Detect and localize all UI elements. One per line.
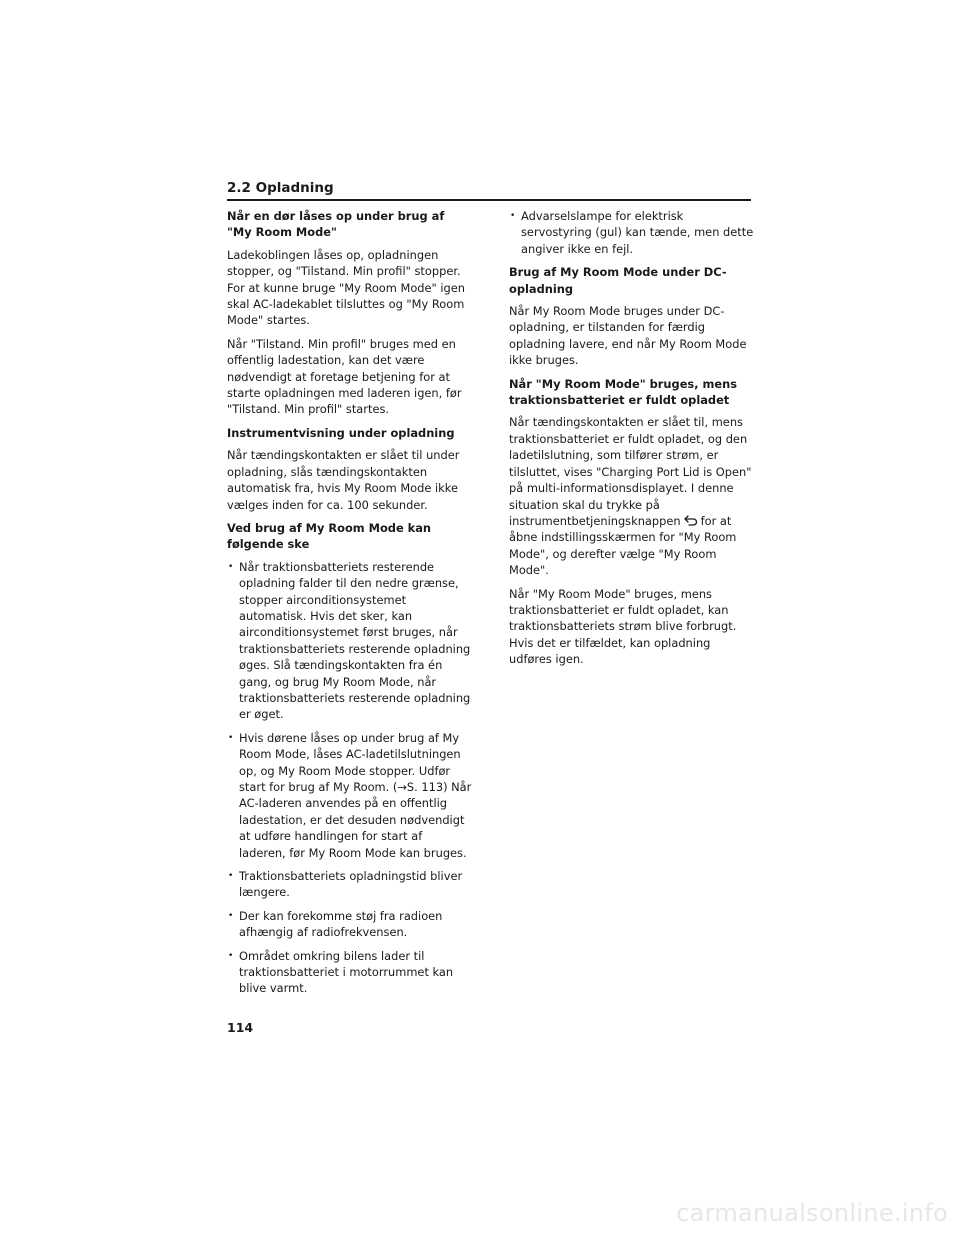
paragraph-with-icon — [509, 414, 754, 578]
paragraph: Når "My Room Mode" bruges, mens traktionsbatteriet er fuldt opladet, kan traktionsbatteriets strøm blive forbrugt. Hvis det er tilfældet, kan opladning udføres igen. — [509, 586, 737, 667]
paragraph-text: Når tændingskontakten er slået til, mens traktionsbatteriet er fuldt opladet, og den ladetilslutning, som tilfører strøm, er tilsluttet, vises "Charging Port Lid is Open" på multi-informationsdisplayet. I denne situation skal du trykke på instrumentbetjeningsknappen — [509, 415, 752, 528]
paragraph: Når tændingskontakten er slået til under opladning, slås tændingskontakten automatisk fra, hvis My Room Mode ikke vælges inden for ca. 100 sekunder. — [227, 448, 460, 512]
return-arrow-icon — [684, 514, 698, 525]
heading-instrument-display: Instrumentvisning under opladning — [227, 425, 455, 440]
paragraph: Når My Room Mode bruges under DC-opladning, er tilstanden for færdig opladning lavere, end når My Room Mode ikke bruges. — [509, 304, 747, 368]
header-rule — [227, 199, 751, 201]
page-number: 114 — [227, 1020, 254, 1035]
heading-door-unlock: Når en dør låses op under brug af "My Room Mode" — [227, 209, 445, 240]
list-item: • Når traktionsbatteriets resterende opladning falder til den nedre grænse, stopper airconditionsystemet automatisk. Hvis det sker, kan airconditionsystemet først bruges, når traktionsbatteriets resterende opladning øges. Slå tændingskontakten fra én gang, og brug My Room Mode, når traktionsbatteriets resterende opladning er øget. — [227, 559, 472, 723]
left-column — [227, 208, 472, 1004]
paragraph: Ladekoblingen låses op, opladningen stopper, og "Tilstand. Min profil" stopper. For at kunne bruge "My Room Mode" igen skal AC-ladekablet tilsluttes og "My Room Mode" startes. — [227, 247, 466, 328]
paragraph: Når "Tilstand. Min profil" bruges med en offentlig ladestation, kan det være nødvendigt at foretage betjening for at starte opladningen med laderen igen, før "Tilstand. Min profil" startes. — [227, 336, 462, 417]
paragraph-text: for at åbne indstillingsskærmen for "My Room Mode", og derefter vælge "My Room Mode". — [509, 513, 737, 578]
list-item: • Området omkring bilens lader til traktionsbatteriet i motorrummet kan blive varmt. — [227, 948, 472, 997]
heading-my-room-mode-effects: Ved brug af My Room Mode kan følgende ske — [227, 520, 432, 552]
bullet-list — [509, 208, 754, 257]
heading-fully-charged: Når "My Room Mode" bruges, mens traktionsbatteriet er fuldt opladet — [509, 376, 737, 408]
heading-dc-charging: Brug af My Room Mode under DC-opladning — [509, 265, 727, 296]
list-item: • Traktionsbatteriets opladningstid bliver længere. — [227, 868, 472, 901]
right-column — [509, 208, 754, 675]
section-title: 2.2 Opladning — [227, 180, 334, 196]
list-item: • Advarselslampe for elektrisk servostyring (gul) kan tænde, men dette angiver ikke en fejl. — [509, 208, 754, 257]
bullet-list — [227, 559, 472, 997]
list-item: • Hvis dørene låses op under brug af My Room Mode, låses AC-ladetilslutningen op, og My Room Mode stopper. Udfør start for brug af My Room. (→S. 113) Når AC-laderen anvendes på en offentlig ladestation, er det desuden nødvendigt at udføre handlingen for start af laderen, før My Room Mode kan bruges. — [227, 730, 472, 861]
watermark: carmanualsonline.info — [676, 1199, 948, 1227]
list-item: • Der kan forekomme støj fra radioen afhængig af radiofrekvensen. — [227, 908, 472, 941]
